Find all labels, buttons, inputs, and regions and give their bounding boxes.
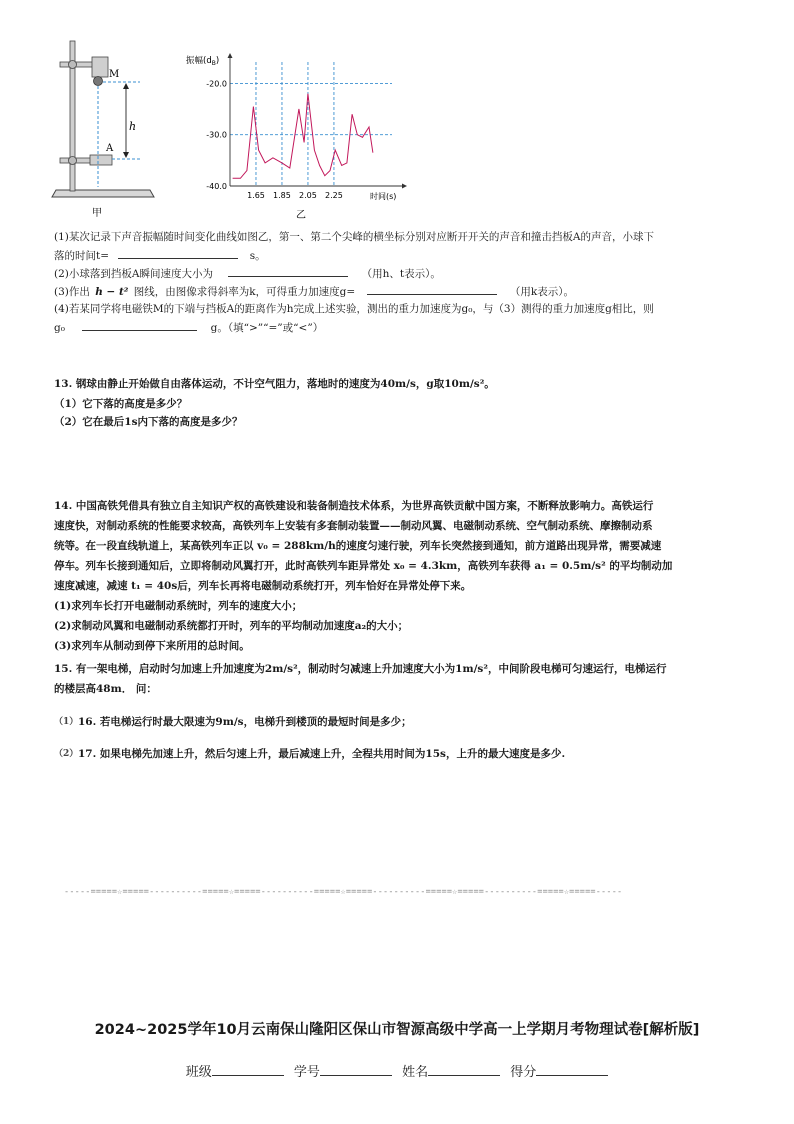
- p15-sub2: [54, 744, 565, 764]
- answer-blank-gravity[interactable]: [367, 283, 497, 295]
- p15-line1: 15. 有一架电梯，启动时匀加速上升加速度为2m/s²，制动时匀减速上升加速度大小为1m/s²，中间阶段电梯可匀速运行，电梯运行: [54, 663, 667, 675]
- chart-ylabel: 振幅$(d_B)$: [186, 56, 220, 67]
- p12-part3-tail: （用k表示）。: [509, 286, 574, 298]
- p13-q2: （2）它在最后1s内下落的高度是多少？: [54, 416, 243, 428]
- p14-q2: (2)求制动风翼和电磁制动系统都打开时，列车的平均制动加速度a₂的大小；: [54, 620, 409, 632]
- p12-part3-math: h − t²: [95, 286, 129, 298]
- class-label: 班级: [185, 1065, 212, 1080]
- p12-part3-mid: 图线，由图像求得斜率为k，可得重力加速度g=: [133, 286, 356, 298]
- p15-sub1: [54, 712, 412, 732]
- p14-line5: 速度减速，减速 t₁ = 40s后，列车长再将电磁制动系统打开，列车恰好在异常处停下来。: [54, 580, 472, 592]
- p14-line2: 速度快，对制动系统的性能要求较高，高铁列车上安装有多套制动装置——制动风翼、电磁制动系统、空气制动系统、摩擦制动系: [54, 520, 653, 532]
- name-field[interactable]: [428, 1063, 500, 1076]
- p14-q1: (1)求列车长打开电磁制动系统时，列车的速度大小；: [54, 600, 303, 612]
- p15-line2: 的楼层高48m． 问：: [54, 683, 157, 695]
- answer-blank-time[interactable]: [118, 247, 238, 259]
- p12-part3: [54, 283, 574, 301]
- x-tick-label: 2.25: [325, 191, 343, 200]
- p15-sub1-label: （1）: [54, 717, 79, 727]
- p12-part1-line2: [54, 247, 266, 265]
- name-label: 姓名: [402, 1065, 429, 1080]
- x-tick-label: 1.65: [247, 191, 265, 200]
- caption-yi: 乙: [296, 210, 306, 220]
- chart-xlabel: 时间(s): [370, 192, 397, 201]
- p15-block: [54, 659, 666, 699]
- student-id-field[interactable]: [320, 1063, 392, 1076]
- x-tick-label: 1.85: [273, 191, 291, 200]
- caption-jia: 甲: [92, 208, 102, 219]
- label-M: M: [109, 69, 120, 80]
- p12-part1: (1)某次记录下声音振幅随时间变化曲线如图乙，第一、第二个尖峰的横坐标分别对应断开开关的声音和撞击挡板A的声音，小球下: [54, 231, 654, 243]
- p12-part3-text: (3)作出: [54, 286, 90, 298]
- p14-block: [54, 496, 672, 656]
- label-h: h: [129, 120, 137, 133]
- section-divider: -----=====☆=====----------=====☆=====----------=====☆=====----------=====☆=====----------=====☆=====-----: [64, 887, 623, 897]
- p12-part1-lead: 落的时间t=: [54, 250, 110, 262]
- p12-part1-unit: s。: [249, 250, 266, 262]
- x-axis-arrow: [402, 184, 407, 189]
- amplitude-chart: [182, 48, 412, 220]
- y-tick-label: -40.0: [206, 182, 227, 191]
- p15-sub2-label: （2）: [54, 749, 79, 759]
- id-label: 学号: [293, 1065, 320, 1080]
- p12-part4: (4)若某同学将电磁铁M的下端与挡板A的距离作为h完成上述实验，测出的重力加速度为g₀，与（3）测得的重力加速度g相比，则: [54, 303, 654, 315]
- p12-part2-text: (2)小球落到挡板A瞬间速度大小为: [54, 268, 213, 280]
- p12-part2: [54, 265, 441, 283]
- p13-q1: （1）它下落的高度是多少？: [54, 398, 188, 410]
- p12-part4-line2: [54, 319, 323, 337]
- amplitude-series-line: [233, 94, 373, 179]
- x-tick-label: 2.05: [299, 191, 317, 200]
- score-label: 得分: [510, 1065, 537, 1080]
- p13-stem: 13. 钢球由静止开始做自由落体运动，不计空气阻力，落地时的速度为40m/s，g取10m/s²。: [54, 378, 495, 390]
- student-info: [0, 1061, 794, 1080]
- class-field[interactable]: [212, 1063, 284, 1076]
- p15-sub1-text: 16. 若电梯运行时最大限速为9m/s，电梯升到楼顶的最短时间是多少；: [78, 716, 412, 728]
- y-tick-label: -30.0: [206, 130, 227, 140]
- p14-line1: 14. 中国高铁凭借具有独立自主知识产权的高铁建设和装备制造技术体系，为世界高铁贡献中国方案，不断释放影响力。高铁运行: [54, 500, 654, 512]
- y-tick-label: -20.0: [206, 79, 227, 89]
- label-A: A: [106, 143, 114, 154]
- answer-blank-compare[interactable]: [82, 319, 197, 331]
- exam-title: 2024~2025学年10月云南保山隆阳区保山市智源高级中学高一上学期月考物理试卷[解析版]: [94, 1022, 700, 1038]
- p12-part4-tail: g。（填“>”“=”或“<”）: [210, 322, 324, 334]
- p12-part2-tail: （用h、t表示）。: [361, 268, 441, 280]
- p14-line4: 停车。列车长接到通知后，立即将制动风翼打开，此时高铁列车距异常处 x₀ = 4.3km，高铁列车获得 a₁ = 0.5m/s² 的平均制动加: [54, 560, 673, 572]
- answer-blank-velocity[interactable]: [228, 265, 348, 277]
- p15-sub2-text: 17. 如果电梯先加速上升，然后匀速上升，最后减速上升，全程共用时间为15s，上升的最大速度是多少.: [78, 748, 566, 760]
- y-axis-arrow: [228, 53, 233, 58]
- p14-q3: (3)求列车从制动到停下来所用的总时间。: [54, 640, 250, 652]
- p14-line3: 统等。在一段直线轨道上，某高铁列车正以 v₀ = 288km/h的速度匀速行驶，列车长突然接到通知，前方道路出现异常，需要减速: [54, 540, 662, 552]
- score-field[interactable]: [536, 1063, 608, 1076]
- p12-part4-lead: g₀: [54, 322, 65, 334]
- apparatus-figure: [50, 35, 170, 220]
